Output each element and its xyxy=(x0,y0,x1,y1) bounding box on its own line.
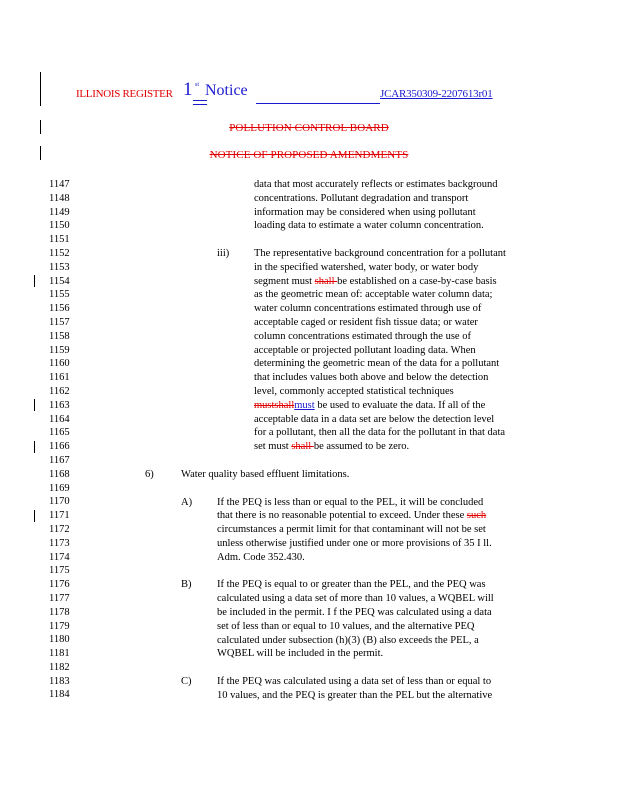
item-label-B: B) xyxy=(181,579,192,591)
line-number: 1165 xyxy=(49,427,70,439)
paragraph-line: If the PEQ is equal to or greater than the PEL, and the PEQ was xyxy=(217,579,486,591)
header-rule xyxy=(256,103,380,104)
suffix-underline-2 xyxy=(193,104,207,105)
paragraph-line: If the PEQ was calculated using a data set of less than or equal to xyxy=(217,676,492,687)
line-number: 1157 xyxy=(49,316,70,328)
paragraph-line: WQBEL will be included in the permit. xyxy=(217,648,384,660)
line-number: 1181 xyxy=(49,648,70,660)
paragraph-line: set of less than or equal to 10 values, and the alternative PEQ xyxy=(217,620,475,632)
deleted-text: shall xyxy=(314,275,338,287)
board-title: POLLUTION CONTROL BOARD xyxy=(229,122,389,134)
line-number: 1177 xyxy=(49,592,70,604)
paragraph-line: The representative background concentration for a pollutant xyxy=(254,248,506,259)
line-number: 1151 xyxy=(49,234,70,246)
paragraph-line: circumstances a permit limit for that contaminant will not be set xyxy=(217,524,486,536)
line-number: 1154 xyxy=(49,275,70,287)
line-number: 1150 xyxy=(49,220,70,232)
paragraph-line: data that most accurately reflects or estimates background xyxy=(254,179,498,190)
section-heading: Water quality based effluent limitations. xyxy=(181,469,350,480)
line-number: 1166 xyxy=(49,441,70,453)
paragraph-line: loading data to estimate a water column concentration. xyxy=(254,220,484,232)
text-run: be assumed to be zero. xyxy=(313,441,410,453)
change-bar-1163 xyxy=(34,399,35,411)
issue-number-suffix: st xyxy=(195,82,200,88)
line-number: 1152 xyxy=(49,247,70,259)
line-number: 1180 xyxy=(49,634,70,646)
item-label-A: A) xyxy=(181,496,193,508)
change-bar-1154 xyxy=(34,275,35,287)
deleted-text: such xyxy=(466,510,487,522)
paragraph-line: calculated under subsection (h)(3) (B) also exceeds the PEL, a xyxy=(217,634,479,646)
paragraph-line: for a pollutant, then all the data for the pollutant in that data xyxy=(254,427,506,439)
line-number: 1164 xyxy=(49,413,70,425)
line-number: 1160 xyxy=(49,358,70,370)
paragraph-line: calculated using a data set of more than 10 values, a WQBEL will xyxy=(217,593,494,605)
text-run: be used to evaluate the data. If all of the xyxy=(314,399,486,411)
line-number: 1149 xyxy=(49,206,70,218)
line-number: 1162 xyxy=(49,385,70,397)
line-number: 1173 xyxy=(49,537,70,549)
line-number: 1148 xyxy=(49,192,70,204)
jcar-code: JCAR350309-2207613r01 xyxy=(380,88,493,100)
register-label: ILLINOIS REGISTER xyxy=(76,88,173,100)
paragraph-line: unless otherwise justified under one or more provisions of 35 I ll. xyxy=(217,538,492,549)
paragraph-line: concentrations. Pollutant degradation and transport xyxy=(254,192,469,204)
line-number: 1175 xyxy=(49,565,70,577)
paragraph-line: acceptable data in a data set are below the detection level xyxy=(254,413,495,425)
paragraph-line: that includes values both above and below the detection xyxy=(254,372,489,384)
deleted-text: shall xyxy=(291,441,314,453)
item-label-C: C) xyxy=(181,676,192,687)
line-number: 1176 xyxy=(49,579,70,591)
header-change-bar xyxy=(40,72,41,106)
paragraph-line: determining the geometric mean of the data for a pollutant xyxy=(254,358,500,370)
paragraph-line: If the PEQ is less than or equal to the PEL, it will be concluded xyxy=(217,496,484,508)
paragraph-line: acceptable or projected pollutant loading data. When xyxy=(254,344,476,356)
notice-title: NOTICE OF PROPOSED AMENDMENTS xyxy=(209,149,409,161)
item-label-6: 6) xyxy=(145,469,154,480)
line-number: 1178 xyxy=(49,606,70,618)
notice-label: Notice xyxy=(205,82,248,99)
line-number: 1167 xyxy=(49,454,70,466)
paragraph-line xyxy=(254,399,485,413)
line-number: 1169 xyxy=(49,482,70,494)
line-number: 1184 xyxy=(49,689,70,701)
text-run: set must xyxy=(254,441,292,453)
inserted-text: must xyxy=(294,399,315,411)
issue-number: 1 xyxy=(183,79,193,100)
line-number: 1153 xyxy=(49,261,70,273)
paragraph-line: 10 values, and the PEQ is greater than the PEL but the alternative xyxy=(217,689,493,701)
line-number: 1159 xyxy=(49,344,70,356)
line-number: 1171 xyxy=(49,510,70,522)
text-run: segment must xyxy=(254,275,315,287)
change-bar-1171 xyxy=(34,510,35,522)
line-number: 1179 xyxy=(49,620,70,632)
paragraph-line: be included in the permit. I f the PEQ was calculated using a data xyxy=(217,607,492,618)
paragraph-line: level, commonly accepted statistical techniques xyxy=(254,386,454,397)
line-number: 1163 xyxy=(49,399,70,411)
paragraph-line xyxy=(254,275,497,289)
deleted-text: mustshall xyxy=(254,399,295,411)
change-bar-1166 xyxy=(34,441,35,453)
paragraph-line: as the geometric mean of: acceptable water column data; xyxy=(254,289,493,301)
item-label-iii: iii) xyxy=(217,248,230,259)
paragraph-line: water column concentrations estimated through use of xyxy=(254,303,482,315)
line-number: 1161 xyxy=(49,372,70,384)
line-numbers xyxy=(49,178,70,702)
line-number: 1168 xyxy=(49,468,70,480)
line-number: 1158 xyxy=(49,330,70,342)
paragraph-line: in the specified watershed, water body, or water body xyxy=(254,261,479,273)
line-number: 1183 xyxy=(49,675,70,687)
text-run: that there is no reasonable potential to exceed. Under these xyxy=(217,510,467,522)
line-number: 1182 xyxy=(49,661,70,673)
line-number: 1147 xyxy=(49,179,70,190)
line-number: 1156 xyxy=(49,303,70,315)
line-number: 1155 xyxy=(49,289,70,301)
paragraph-line: Adm. Code 352.430. xyxy=(217,551,305,563)
paragraph-line xyxy=(217,509,486,523)
paragraph-line: acceptable caged or resident fish tissue data; or water xyxy=(254,317,478,328)
paragraph-line: information may be considered when using pollutant xyxy=(254,206,476,218)
paragraph-line: column concentrations estimated through the use of xyxy=(254,330,471,342)
paragraph-line xyxy=(254,440,409,454)
suffix-underline-1 xyxy=(193,100,207,101)
text-run: be established on a case-by-case basis xyxy=(337,275,497,287)
line-number: 1174 xyxy=(49,551,70,563)
line-number: 1170 xyxy=(49,496,70,508)
line-number: 1172 xyxy=(49,523,70,535)
